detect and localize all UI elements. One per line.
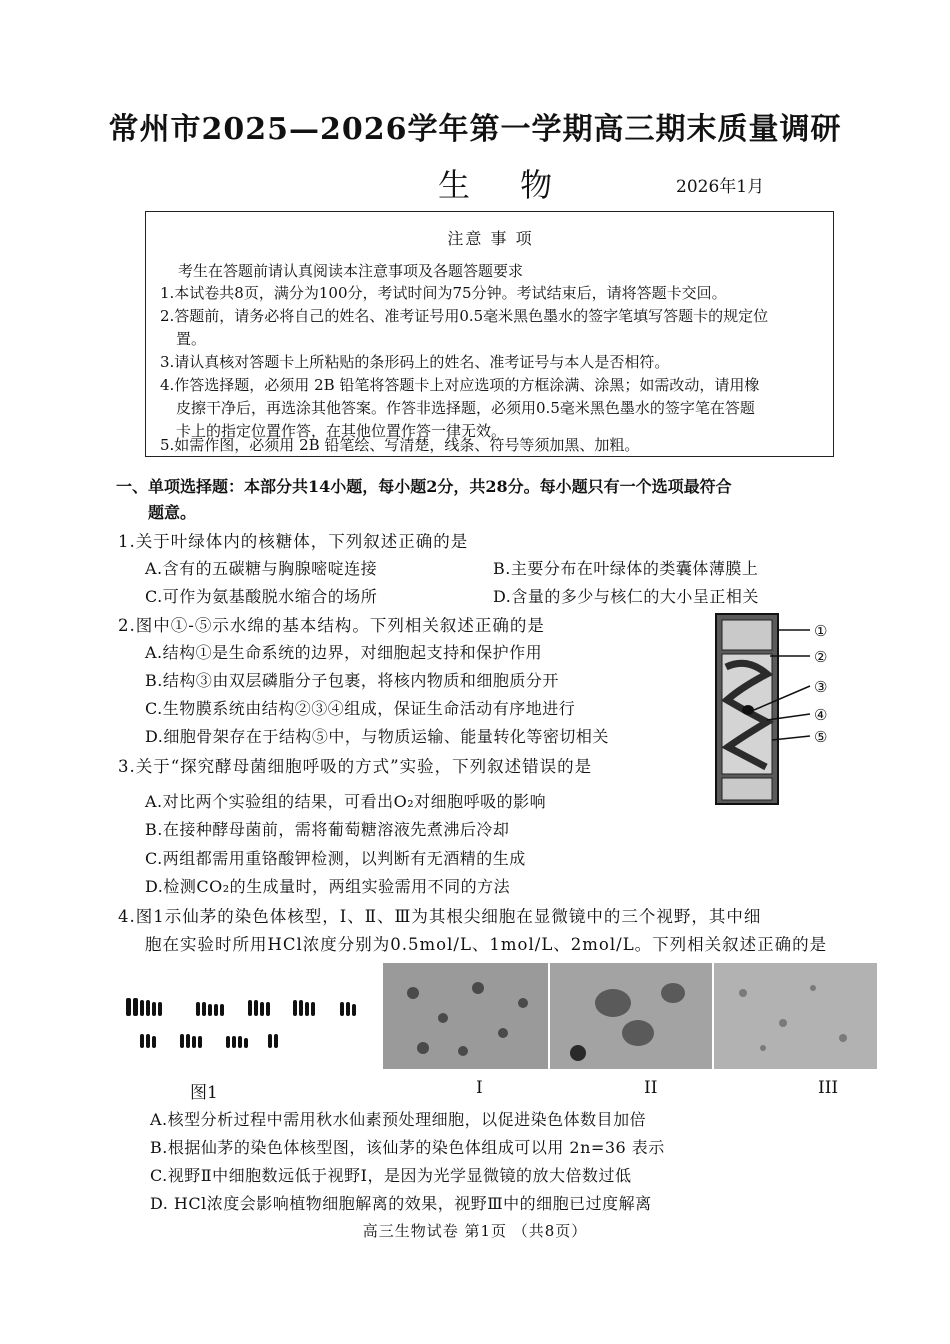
question-2-option-c: C.生物膜系统由结构②③④组成，保证生命活动有序地进行 <box>145 699 576 718</box>
figure-label-2: ② <box>814 648 828 666</box>
question-2-option-d: D.细胞骨架存在于结构⑤中，与物质运输、能量转化等密切相关 <box>145 727 609 746</box>
question-1-option-c: C.可作为氨基酸脱水缩合的场所 <box>145 587 378 606</box>
figure-label-1: ① <box>814 622 828 640</box>
question-1-option-a: A.含有的五碳糖与胸腺嘧啶连接 <box>145 559 378 578</box>
question-3-option-c: C.两组都需用重铬酸钾检测，以判断有无酒精的生成 <box>145 849 526 868</box>
figure-1-label: 图1 <box>190 1083 218 1103</box>
notice-line: 1.本试卷共8页，满分为100分，考试时间为75分钟。考试结束后，请将答题卡交回。 <box>160 284 727 302</box>
question-4-stem: 4.图1示仙茅的染色体核型，Ⅰ、Ⅱ、Ⅲ为其根尖细胞在显微镜中的三个视野，其中细 <box>118 907 762 926</box>
section-heading-cont: 题意。 <box>148 503 197 522</box>
view-label-3: III <box>818 1078 839 1098</box>
page-footer: 高三生物试卷 第1页 （共8页） <box>362 1222 588 1240</box>
spirogyra-figure <box>712 612 842 807</box>
karyotype-figure <box>118 990 378 1060</box>
notice-line: 置。 <box>176 330 207 348</box>
question-3-stem: 3.关于“探究酵母菌细胞呼吸的方式”实验，下列叙述错误的是 <box>118 757 593 776</box>
figure-label-3: ③ <box>814 678 828 696</box>
exam-date: 2026年1月 <box>676 177 765 197</box>
notice-line: 3.请认真核对答题卡上所粘贴的条形码上的姓名、准考证号与本人是否相符。 <box>160 353 670 371</box>
question-2-stem: 2.图中①-⑤示水绵的基本结构。下列相关叙述正确的是 <box>118 616 545 635</box>
subject-title: 生 物 <box>438 166 573 204</box>
question-1-option-b: B.主要分布在叶绿体的类囊体薄膜上 <box>493 559 759 578</box>
question-2-option-b: B.结构③由双层磷脂分子包裹，将核内物质和细胞质分开 <box>145 671 559 690</box>
notice-intro: 考生在答题前请认真阅读本注意事项及各题答题要求 <box>178 262 524 280</box>
notice-heading: 注意 事 项 <box>447 229 534 248</box>
notice-line: 4.作答选择题，必须用 2B 铅笔将答题卡上对应选项的方框涂满、涂黑；如需改动，请用橡 <box>160 376 760 394</box>
notice-line: 5.如需作图，必须用 2B 铅笔绘、写清楚，线条、符号等须加黑、加粗。 <box>160 436 640 454</box>
figure-label-5: ⑤ <box>814 728 828 746</box>
question-1-stem: 1.关于叶绿体内的核糖体，下列叙述正确的是 <box>118 532 469 551</box>
question-3-option-a: A.对比两个实验组的结果，可看出O₂对细胞呼吸的影响 <box>145 792 547 811</box>
question-4-option-c: C.视野Ⅱ中细胞数远低于视野Ⅰ，是因为光学显微镜的放大倍数过低 <box>150 1166 632 1185</box>
exam-title: 常州市2025—2026学年第一学期高三期末质量调研 <box>108 112 842 147</box>
figure-label-4: ④ <box>814 706 828 724</box>
section-heading: 一、单项选择题：本部分共14小题，每小题2分，共28分。每小题只有一个选项最符合 <box>116 477 732 496</box>
question-3-option-b: B.在接种酵母菌前，需将葡萄糖溶液先煮沸后冷却 <box>145 820 510 839</box>
question-4-option-d: D. HCl浓度会影响植物细胞解离的效果，视野Ⅲ中的细胞已过度解离 <box>150 1194 652 1213</box>
question-4-option-b: B.根据仙茅的染色体核型图，该仙茅的染色体组成可以用 2n=36 表示 <box>150 1138 665 1157</box>
notice-line: 皮擦干净后，再选涂其他答案。作答非选择题，必须用0.5毫米黑色墨水的签字笔在答题 <box>176 399 755 417</box>
question-2-option-a: A.结构①是生命系统的边界，对细胞起支持和保护作用 <box>145 643 543 662</box>
notice-box <box>145 211 834 457</box>
question-4-stem-cont: 胞在实验时所用HCl浓度分别为0.5mol/L、1mol/L、2mol/L。下列相关叙述正确的是 <box>145 935 828 954</box>
question-1-option-d: D.含量的多少与核仁的大小呈正相关 <box>493 587 759 606</box>
view-label-2: II <box>644 1078 658 1098</box>
micrograph-panels <box>383 963 877 1069</box>
notice-line: 2.答题前，请务必将自己的姓名、准考证号用0.5毫米黑色墨水的签字笔填写答题卡的规定位 <box>160 307 769 325</box>
notice-line: 卡上的指定位置作答，在其他位置作答一律无效。 <box>176 422 507 440</box>
question-4-option-a: A.核型分析过程中需用秋水仙素预处理细胞，以促进染色体数目加倍 <box>150 1110 647 1129</box>
question-3-option-d: D.检测CO₂的生成量时，两组实验需用不同的方法 <box>145 877 511 896</box>
view-label-1: I <box>476 1078 483 1098</box>
